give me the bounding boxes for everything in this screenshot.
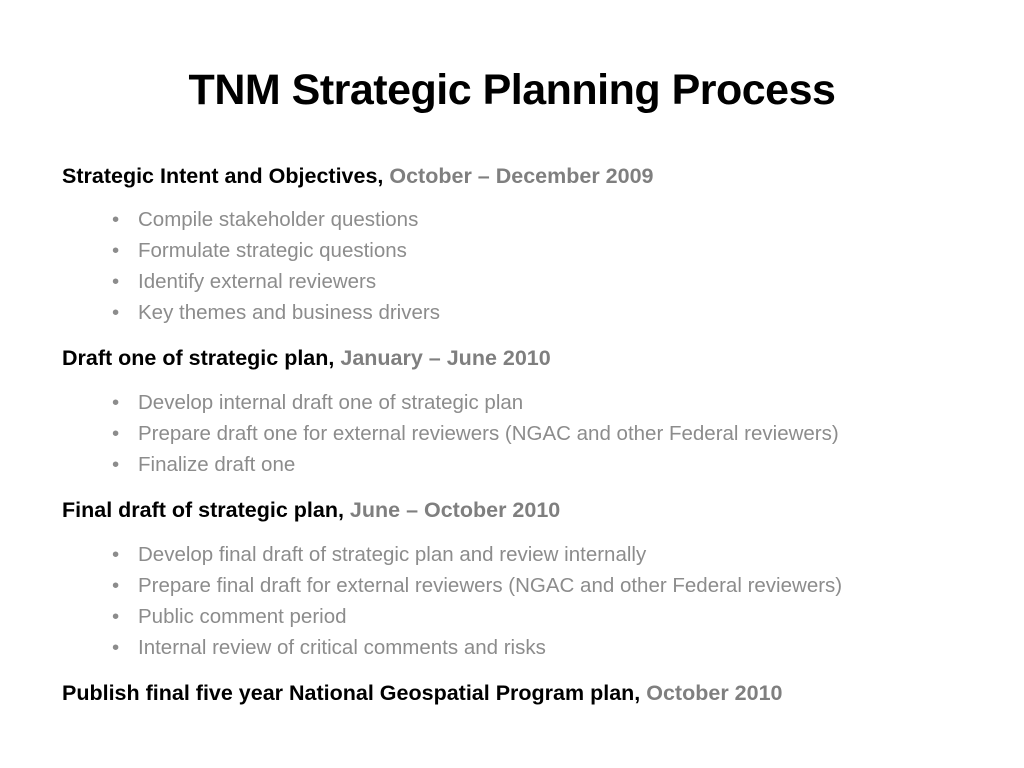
bullet-list-3 xyxy=(112,539,842,663)
bullet-icon: • xyxy=(112,301,120,324)
section-date: October – December 2009 xyxy=(389,164,654,188)
section-date: June – October 2010 xyxy=(349,498,561,522)
section-date: October 2010 xyxy=(646,681,783,705)
section-heading-1 xyxy=(62,164,654,189)
list-item: • Key themes and business drivers xyxy=(112,297,440,328)
bullet-icon: • xyxy=(112,208,120,231)
list-item: • Identify external reviewers xyxy=(112,266,440,297)
bullet-icon: • xyxy=(112,391,120,414)
bullet-icon: • xyxy=(112,574,120,597)
list-item: • Prepare draft one for external reviewers (NGAC and other Federal reviewers) xyxy=(112,418,839,449)
bullet-list-1 xyxy=(112,204,440,328)
list-item: • Compile stakeholder questions xyxy=(112,204,440,235)
section-heading-3 xyxy=(62,498,560,523)
section-heading-text: Strategic Intent and Objectives, xyxy=(62,164,384,188)
section-heading-text: Draft one of strategic plan, xyxy=(62,346,335,370)
list-item: • Develop internal draft one of strategic plan xyxy=(112,387,839,418)
list-item: • Develop final draft of strategic plan and review internally xyxy=(112,539,842,570)
bullet-icon: • xyxy=(112,636,120,659)
section-heading-text: Final draft of strategic plan, xyxy=(62,498,344,522)
section-heading-text: Publish final five year National Geospatial Program plan, xyxy=(62,681,641,705)
slide-title: TNM Strategic Planning Process xyxy=(188,66,836,114)
bullet-icon: • xyxy=(112,543,120,566)
bullet-icon: • xyxy=(112,605,120,628)
bullet-icon: • xyxy=(112,422,120,445)
bullet-icon: • xyxy=(112,453,120,476)
list-item: • Formulate strategic questions xyxy=(112,235,440,266)
bullet-icon: • xyxy=(112,239,120,262)
list-item: • Internal review of critical comments and risks xyxy=(112,632,842,663)
list-item: • Prepare final draft for external reviewers (NGAC and other Federal reviewers) xyxy=(112,570,842,601)
bullet-icon: • xyxy=(112,270,120,293)
bullet-list-2 xyxy=(112,387,839,480)
section-date: January – June 2010 xyxy=(340,346,551,370)
section-heading-2 xyxy=(62,346,551,371)
list-item: • Public comment period xyxy=(112,601,842,632)
list-item: • Finalize draft one xyxy=(112,449,839,480)
section-heading-4 xyxy=(62,681,782,706)
